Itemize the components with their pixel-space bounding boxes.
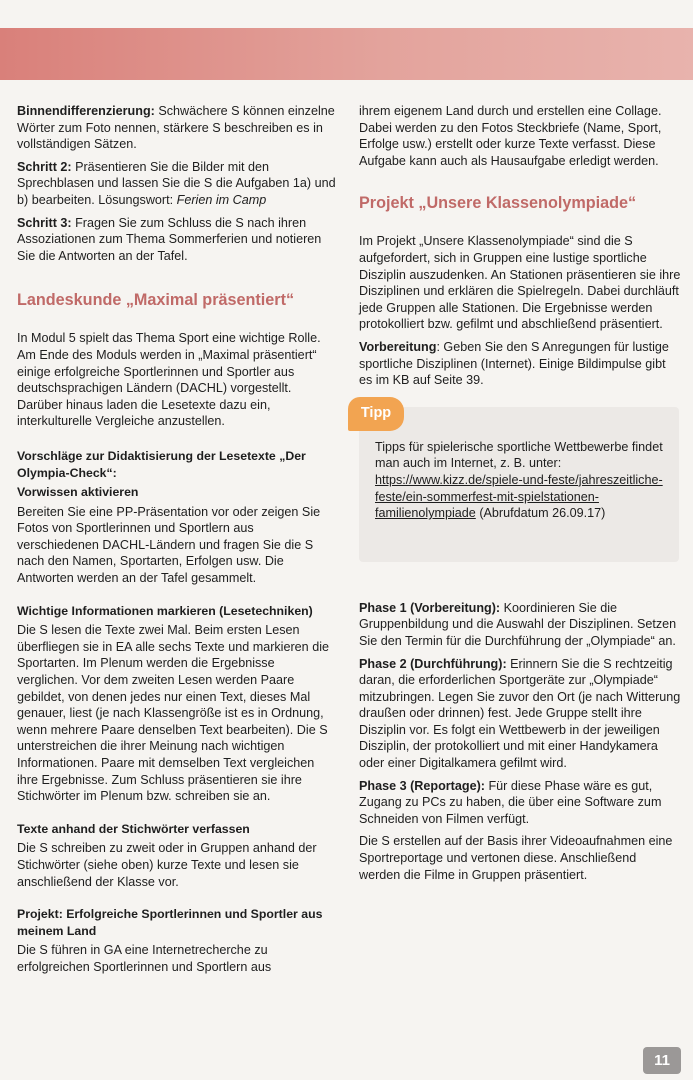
heading-klassenolympiade: Projekt „Unsere Klassenolympiade“ (359, 194, 637, 213)
paragraph-texte-verfassen: Die S schreiben zu zweit oder in Gruppen anhand der Stichwörter (siehe oben) kurze Texte und lesen sie anschließend der Klasse vor. (17, 841, 317, 889)
paragraph-schritt-3: Schritt 3: Fragen Sie zum Schluss die S nach ihren Assoziationen zum Thema Sommerferien und notieren Sie die Antworten an der Tafel. (17, 215, 322, 263)
heading-wichtige-informationen: Wichtige Informationen markieren (Lesetechniken) (17, 603, 313, 618)
paragraph-phase-1: Phase 1 (Vorbereitung): Koordinieren Sie die Gruppenbildung und die Auswahl der Disziplinen. Setzen Sie den Termin für die Durchführung der „Olympiade“ an. (359, 600, 677, 648)
header-band (0, 28, 693, 80)
paragraph-klassenolympiade: Im Projekt „Unsere Klassenolympiade“ sind die S aufgefordert, sich in Gruppen eine lustige sportliche Disziplin auszudenken. An Stationen präsentieren sie ihre Disziplinen und erklären die Spielregeln. Dabei durchläuft jede Gruppen alle Stationen. Die Ergebnisse werden protokolliert bzw. gefilmt und abschließend präsentiert. (359, 234, 681, 332)
paragraph-projekt-sportler: Die S führen in GA eine Internetrecherche zu erfolgreichen Sportlerinnen und Sportlern aus (17, 943, 272, 974)
paragraph-binnendifferenzierung: Binnendifferenzierung: Schwächere S können einzelne Wörter zum Foto nennen, stärkere S beschreiben es in vollständigen Sätzen. (17, 104, 335, 152)
paragraph-phase-3: Phase 3 (Reportage): Für diese Phase wäre es gut, Zugang zu PCs zu haben, die über eine Software zum Schneiden von Filmen verfügt. (359, 778, 662, 826)
paragraph-final: Die S erstellen auf der Basis ihrer Videoaufnahmen eine Sportreportage und vertonen diese. Anschließend werden die Filme in Gruppen präsentiert. (359, 834, 673, 882)
heading-vorwissen: Vorwissen aktivieren (17, 485, 139, 500)
paragraph-phase-2: Phase 2 (Durchführung): Erinnern Sie die S rechtzeitig daran, die erforderlichen Sportgeräte zur „Olympiade“ mitzubringen. Legen Sie zuvor den Ort (je nach Witterung draußen oder drinnen) fest. Jede Gruppe stellt ihre Disziplin vor. Es folgt ein Wettbewerb in der jeweiligen Disziplin, der protokolliert und mit einer Handykamera oder einer Digitalkamera gefilmt wird. (359, 656, 681, 771)
heading-texte-verfassen: Texte anhand der Stichwörter verfassen (17, 821, 250, 836)
tipp-text: Tipps für spielerische sportliche Wettbewerbe findet man auch im Internet, z. B. unter: https://www.kizz.de/spiele-und-feste/jahreszeitliche-feste/ein-sommerfest-mit-spielstationen-familienolympiade (Abrufdatum 26.09.17) (375, 439, 663, 521)
left-column (17, 103, 337, 982)
tipp-date: (Abrufdatum 26.09.17) (479, 506, 606, 521)
heading-vorschlaege: Vorschläge zur Didaktisierung der Lesetexte „Der Olympia-Check“: (17, 448, 306, 480)
page-number: 11 (643, 1047, 681, 1074)
tipp-badge: Tipp (348, 397, 404, 431)
tipp-link[interactable]: https://www.kizz.de/spiele-und-feste/jahreszeitliche-feste/ein-sommerfest-mit-spielstationen-familienolympiade (375, 472, 663, 521)
paragraph-vorbereitung: Vorbereitung: Geben Sie den S Anregungen für lustige sportliche Disziplinen (Internet). Einige Bildimpulse gibt es im KB auf Seite 39. (359, 339, 669, 388)
heading-projekt-sportler: Projekt: Erfolgreiche Sportlerinnen und Sportler aus meinem Land (17, 907, 323, 938)
paragraph-collage: ihrem eigenem Land durch und erstellen eine Collage. Dabei werden zu den Fotos Steckbriefe (Name, Sport, Erfolge usw.) erstellt oder kurze Texte verfasst. Diese Aufgabe kann auch als Hausaufgabe erledigt werden. (359, 104, 662, 168)
paragraph-wichtige-informationen: Die S lesen die Texte zwei Mal. Beim ersten Lesen überfliegen sie in EA alle sechs Texte und markieren die Sportarten. Im Plenum werden die Ergebnisse verglichen. Vor dem zweiten Lesen werden Paare gebildet, von denen jedes nur einen Text, dieses Mal genauer, liest (je nach Klassengröße ist es in Ordnung, wenn mehrere Paare denselben Text bearbeiten). Die S unterstreichen die ihrer Meinung nach wichtigen Informationen. Paare mit demselben Text vergleichen ihre Ergebnisse. Zum Schluss präsentieren sie ihre Stichwörter im Plenum bzw. schreiben sie an. (17, 623, 329, 804)
right-column (359, 103, 681, 889)
paragraph-schritt-2: Schritt 2: Präsentieren Sie die Bilder mit den Sprechblasen und lassen Sie die S die Aufgaben 1a) und b) bearbeiten. Lösungswort: Ferien im Camp (17, 159, 336, 207)
paragraph-modul: In Modul 5 spielt das Thema Sport eine wichtige Rolle. Am Ende des Moduls werden in „Maximal präsentiert“ einige erfolgreiche Sportlerinnen und Sportler aus deutschsprachigen Ländern (DACHL) vorgestellt. Darüber hinaus laden die Lesetexte dazu ein, interkulturelle Vergleiche anzustellen. (17, 331, 321, 429)
tipp-box (359, 407, 679, 562)
paragraph-vorwissen: Bereiten Sie eine PP-Präsentation vor oder zeigen Sie Fotos von Sportlerinnen und Sportlern aus verschiedenen DACHL-Ländern und fragen Sie die S nach den Namen, Sportarten, Erfolgen usw. Die Antworten werden an der Tafel gesammelt. (17, 504, 321, 586)
heading-landeskunde: Landeskunde „Maximal präsentiert“ (17, 291, 295, 310)
